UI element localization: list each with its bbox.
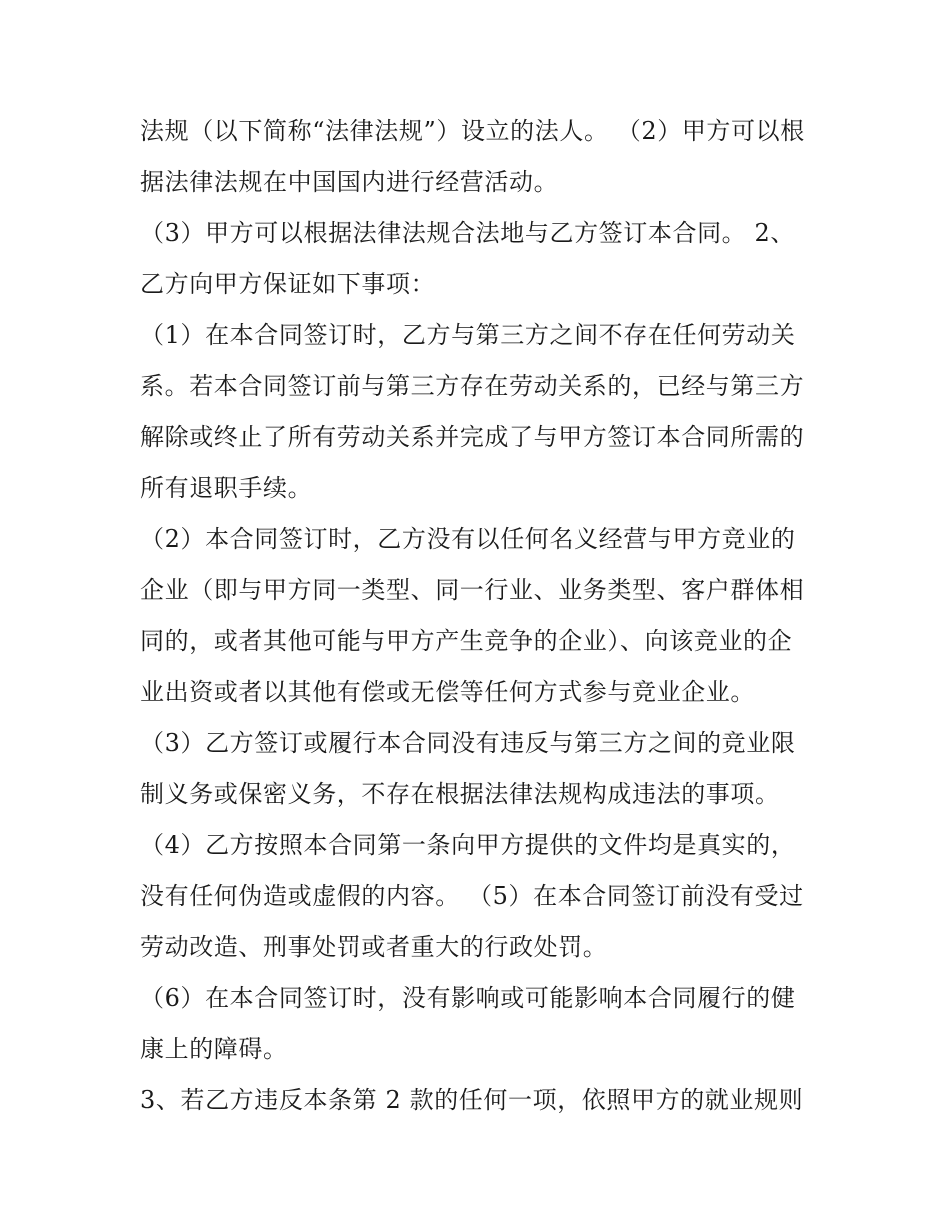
- text-line: 解除或终止了所有劳动关系并完成了与甲方签订本合同所需的: [140, 423, 805, 451]
- text-line: 法规（以下简称“法律法规”）设立的法人。 （2）甲方可以根: [140, 117, 805, 145]
- text-line: （2）本合同签订时，乙方没有以任何名义经营与甲方竞业的: [140, 525, 796, 553]
- text-line: 业出资或者以其他有偿或无偿等任何方式参与竞业企业。: [140, 678, 755, 706]
- text-line: 没有任何伪造或虚假的内容。 （5）在本合同签订前没有受过: [140, 882, 804, 910]
- text-line: 康上的障碍。: [140, 1035, 288, 1063]
- text-line: 乙方向甲方保证如下事项：: [140, 270, 436, 298]
- text-line: 企业（即与甲方同一类型、同一行业、业务类型、客户群体相: [140, 576, 805, 604]
- text-line: 所有退职手续。: [140, 474, 313, 502]
- text-line: （6）在本合同签订时，没有影响或可能影响本合同履行的健: [140, 984, 796, 1012]
- text-line: （3）乙方签订或履行本合同没有违反与第三方之间的竞业限: [140, 729, 796, 757]
- text-line: 系。若本合同签订前与第三方存在劳动关系的，已经与第三方: [140, 372, 805, 400]
- text-line: 同的，或者其他可能与甲方产生竞争的企业）、向该竞业的企: [140, 627, 793, 655]
- text-line: （3）甲方可以根据法律法规合法地与乙方签订本合同。 2、: [140, 219, 795, 247]
- text-line: 据法律法规在中国国内进行经营活动。: [140, 168, 559, 196]
- text-line: （1）在本合同签订时，乙方与第三方之间不存在任何劳动关: [140, 321, 796, 349]
- text-line: 3、若乙方违反本条第 2 款的任何一项，依照甲方的就业规则: [140, 1086, 804, 1114]
- text-line: （4）乙方按照本合同第一条向甲方提供的文件均是真实的，: [140, 831, 796, 859]
- document-body: [140, 106, 820, 1126]
- text-line: 劳动改造、刑事处罚或者重大的行政处罚。: [140, 933, 608, 961]
- text-line: 制义务或保密义务，不存在根据法律法规构成违法的事项。: [140, 780, 780, 808]
